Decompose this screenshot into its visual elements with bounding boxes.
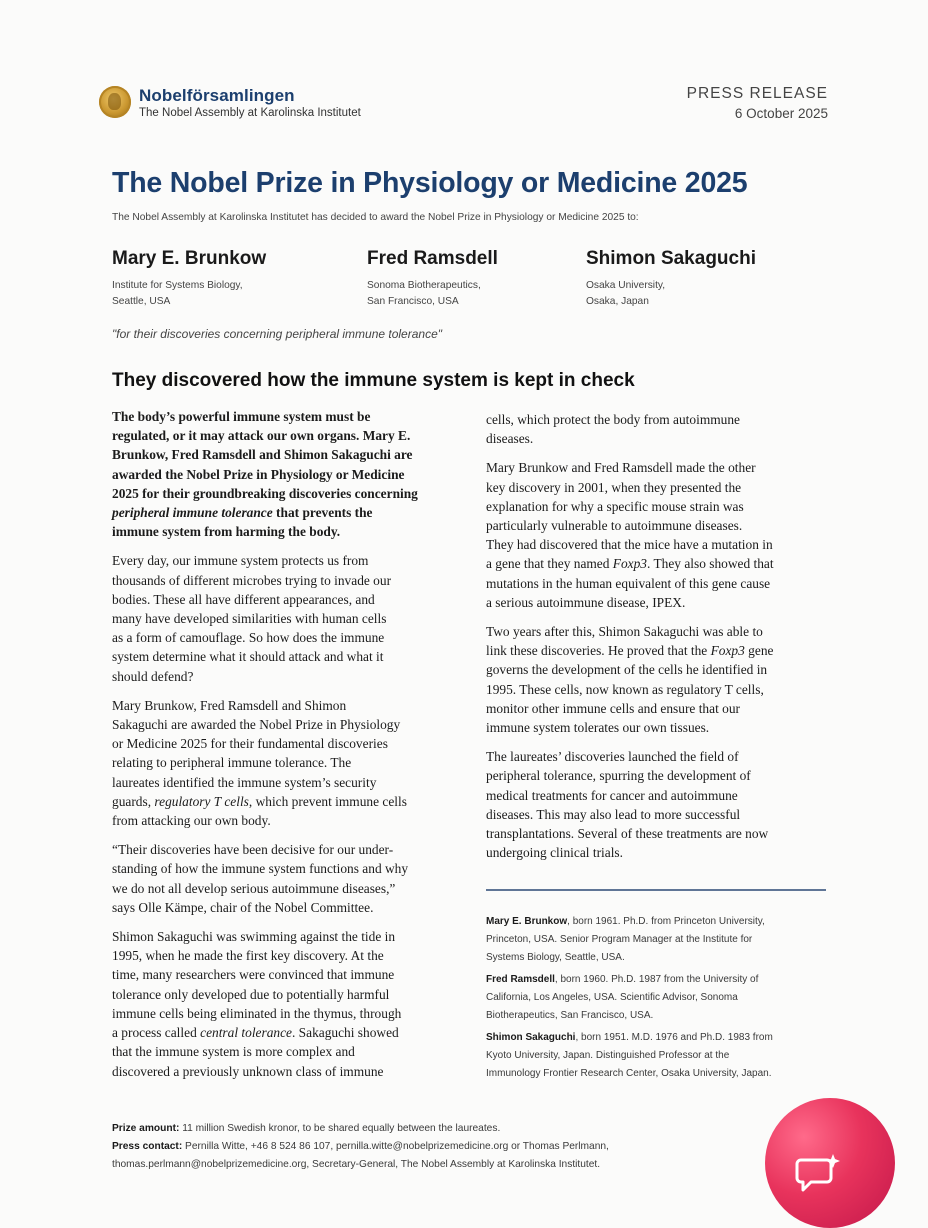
text-line: Kyoto University, Japan. Distinguished Professor at the [486,1050,730,1061]
laureate-name: Mary E. Brunkow [112,248,267,269]
emphasis: regulatory T cells [154,793,249,809]
prize-amount [112,1120,752,1138]
page-title: The Nobel Prize in Physiology or Medicine 2025 [112,167,748,199]
text-line: Two years after this, Shimon Sakaguchi was able to [486,624,763,640]
text-line: tolerance only developed due to potentially harmful [112,986,390,1002]
emphasis: peripheral immune tolerance [112,505,273,521]
affiliation-line: Seattle, USA [112,296,171,307]
text-line [486,1029,846,1047]
text-line: Systems Biology, Seattle, USA. [486,952,625,963]
intro-text: The Nobel Assembly at Karolinska Institutet has decided to award the Nobel Prize in Physiology or Medicine 2025 to: [112,212,639,223]
text-line: bodies. These all have different appearances, and [112,591,375,607]
text-line: 1995, when he made the first key discovery. At the [112,948,384,964]
text-line [486,641,842,660]
body-column-right [486,410,842,872]
text-line: key discovery in 2001, when they presented the [486,479,742,495]
paragraph [486,622,842,737]
emphasis: Foxp3 [710,643,745,659]
text-line: Mary Brunkow and Fred Ramsdell made the other [486,460,756,476]
text-line: immune cells being eliminated in the thymus, through [112,1005,402,1021]
sparkle-chat-icon [793,1150,845,1202]
text-line: or Medicine 2025 for their fundamental discoveries [112,736,388,752]
affiliation-line: Institute for Systems Biology, [112,280,243,291]
press-release-date: 6 October 2025 [734,106,828,121]
text-line: system determine what it should attack and what it [112,649,384,665]
paragraph [112,927,472,1081]
laureate-affiliation [586,278,665,310]
text-line: standing of how the immune system functions and why [112,861,409,877]
text-line: laureates identified the immune system’s security [112,774,377,790]
bio-entry [486,971,846,1025]
laureate-name: Fred Ramsdell [367,248,498,269]
text-span: . They also showed that [647,556,774,572]
text-line: that the immune system is more complex and [112,1044,355,1060]
prize-motivation: "for their discoveries concerning peripheral immune tolerance" [112,327,443,341]
text-line: immune system tolerates our own tissues. [486,720,710,736]
text-line: from attacking our own body. [112,813,271,829]
bio-entry [486,1029,846,1083]
text-line [112,503,472,522]
laureate-affiliation [112,278,243,310]
text-line: Biotherapeutics, San Francisco, USA. [486,1010,654,1021]
text-line: diseases. [486,431,534,447]
text-line: diseases. This may also lead to more successful [486,806,741,822]
press-contact-label: Press contact: [112,1141,183,1152]
text-line: Shimon Sakaguchi was swimming against the tide in [112,929,396,945]
text-line: immune system from harming the body. [112,524,341,540]
lead-paragraph [112,407,472,541]
laureate-bios [486,913,846,1087]
text-line: medical treatments for cancer and autoimmune [486,787,738,803]
paragraph [486,747,842,862]
affiliation-line: Osaka University, [586,280,666,291]
text-line [486,971,846,989]
emphasis: central tolerance [200,1025,292,1041]
text-line: as a form of camouflage. So how does the immune [112,630,385,646]
paragraph [112,696,472,830]
bio-entry [486,913,846,967]
text-line: 2025 for their groundbreaking discoveries concerning [112,485,418,501]
text-line: mutations in the human equivalent of this gene cause [486,575,771,591]
affiliation-line: Sonoma Biotherapeutics, [367,280,481,291]
text-span: , born 1961. Ph.D. from Princeton University, [567,916,765,927]
section-heading: They discovered how the immune system is kept in check [112,370,635,391]
text-line [112,1023,472,1042]
text-line: we do not all develop serious autoimmune diseases,” [112,880,396,896]
text-line: regulated, or it may attack our own organs. Mary E. [112,428,411,444]
text-line: Every day, our immune system protects us from [112,553,369,569]
text-line: should defend? [112,668,194,684]
text-line: Mary Brunkow, Fred Ramsdell and Shimon [112,697,347,713]
text-line: The body’s powerful immune system must be [112,409,371,424]
text-line: California, Los Angeles, USA. Scientific Advisor, Sonoma [486,992,738,1003]
text-line: awarded the Nobel Prize in Physiology or Medicine [112,466,405,482]
text-span: , born 1960. Ph.D. 1987 from the University of [554,974,759,985]
divider [486,889,826,891]
text-line: Princeton, USA. Senior Program Manager at the Institute for [486,934,753,945]
text-line: They had discovered that the mice have a mutation in [486,537,773,553]
bio-name: Fred Ramsdell [486,974,555,985]
text-line: governs the development of the cells he identified in [486,662,768,678]
prize-amount-label: Prize amount: [112,1123,180,1134]
text-span: Pernilla Witte, +46 8 524 86 107, pernilla.witte@nobelprizemedicine.org or Thomas Perlmann, [182,1141,609,1152]
text-line: peripheral tolerance, spurring the development of [486,768,751,784]
text-line [486,554,842,573]
text-span: link these discoveries. He proved that the [486,643,711,659]
paragraph [486,458,842,612]
paragraph [486,410,842,448]
text-line: 1995. These cells, now known as regulatory T cells, [486,681,764,697]
text-line: Sakaguchi are awarded the Nobel Prize in Physiology [112,717,401,733]
text-span: , which prevent immune cells [248,793,407,809]
text-line: a serious autoimmune disease, IPEX. [486,594,686,610]
text-span: . Sakaguchi showed [291,1025,399,1041]
text-line: “Their discoveries have been decisive for our under- [112,842,394,858]
text-span: guards, [112,793,155,809]
nobel-medal-icon [99,86,131,118]
body-column-left [112,407,472,1091]
text-line: transplantations. Several of these treatments are now [486,826,769,842]
text-line: thousands of different microbes trying to invade our [112,572,392,588]
text-line: thomas.perlmann@nobelprizemedicine.org, Secretary-General, The Nobel Assembly at Karolinska Institutet. [112,1159,601,1170]
paragraph [112,551,472,685]
text-line: undergoing clinical trials. [486,845,623,861]
text-line: cells, which protect the body from autoimmune [486,412,740,427]
affiliation-line: Osaka, Japan [586,296,649,307]
bio-name: Mary E. Brunkow [486,916,568,927]
text-line: discovered a previously unknown class of immune [112,1063,384,1079]
text-span: 11 million Swedish kronor, to be shared equally between the laureates. [179,1123,501,1134]
org-name: Nobelförsamlingen [139,86,295,105]
text-line [112,792,472,811]
affiliation-line: San Francisco, USA [367,296,459,307]
text-line: The laureates’ discoveries launched the field of [486,749,739,765]
quote-paragraph [112,840,472,917]
text-line: explanation for why a specific mouse strain was [486,498,744,514]
laureate-name: Shimon Sakaguchi [586,248,756,269]
press-footer [112,1120,752,1174]
text-line: Immunology Frontier Research Center, Osaka University, Japan. [486,1068,772,1079]
text-span: a gene that they named [486,556,613,572]
text-line: particularly vulnerable to autoimmune diseases. [486,518,743,534]
assistant-fab-button[interactable] [765,1098,895,1228]
press-contact [112,1138,752,1156]
emphasis: Foxp3 [612,556,648,572]
press-release-label: PRESS RELEASE [686,85,828,102]
text-line: relating to peripheral immune tolerance. The [112,755,352,771]
text-span: , born 1951. M.D. 1976 and Ph.D. 1983 from [575,1032,773,1043]
text-span: gene [744,643,774,659]
text-line: monitor other immune cells and ensure that our [486,700,740,716]
bio-name: Shimon Sakaguchi [486,1032,576,1043]
text-line: many have developed similarities with human cells [112,611,387,627]
text-line: Brunkow, Fred Ramsdell and Shimon Sakaguchi are [112,447,413,463]
text-line: says Olle Kämpe, chair of the Nobel Committee. [112,899,374,915]
text-span: a process called [112,1025,201,1041]
text-line [486,913,846,931]
text-span: that prevents the [272,505,373,521]
laureate-affiliation [367,278,481,310]
org-subtitle: The Nobel Assembly at Karolinska Institutet [139,107,361,119]
text-line: time, many researchers were convinced that immune [112,967,395,983]
